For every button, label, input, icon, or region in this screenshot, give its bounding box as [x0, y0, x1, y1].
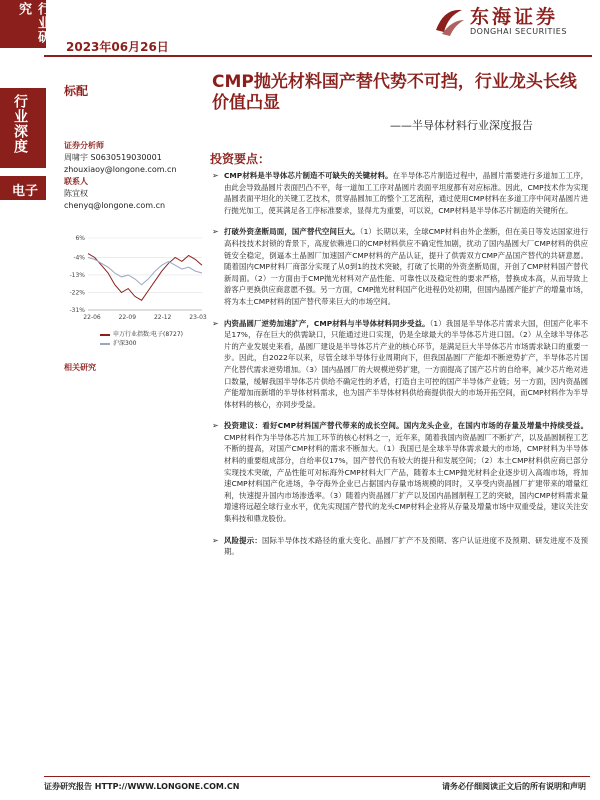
invest-bullet	[212, 226, 588, 307]
series-line-1	[88, 258, 202, 285]
series-line-0	[88, 254, 202, 301]
report-title: CMP抛光材料国产替代势不可挡，行业龙头长线价值凸显	[212, 72, 577, 113]
footer-divider	[44, 776, 590, 777]
bullet-text: 国际半导体技术路径的重大变化、晶圆厂扩产不及预期、客户认证进度不及预期、研发进度不及预期。	[224, 535, 588, 557]
legend-swatch-0	[100, 334, 110, 336]
bullet-arrow-icon: ➢	[212, 171, 219, 180]
x-tick-label: 22-09	[118, 314, 137, 321]
contact-label: 联系人	[64, 177, 88, 186]
invest-bullet	[212, 420, 588, 524]
bullet-text: 在半导体芯片制造过程中，晶圆片需要进行多道加工工序，由此会导致晶圆片表面凹凸不平，每一道加工工序对晶圆片表面平坦度都有对应标准。因此，CMP技术作为实现晶圆表面平坦化的关键工艺技术，贯穿晶圆加工的整个工艺流程，通过使用CMP材料在多道工序中间对晶圆片进行抛光加工，使其满足各工序标准要求，显得尤为重要，可以说，CMP材料是半导体芯片制造的关键所在。	[224, 171, 588, 215]
invest-bullet	[212, 170, 588, 216]
header-divider	[44, 55, 592, 57]
bullet-arrow-icon: ➢	[212, 227, 219, 237]
x-tick-label: 23-03	[189, 314, 207, 321]
sidebar-header-bar	[0, 0, 50, 48]
bullet-text: CMP材料作为半导体芯片加工环节的核心材料之一，近年来，随着我国内资晶圆厂不断扩产，以及晶圆制程工艺不断的提高，对国产CMP材料的需求不断加大。（1）我国已是全球半导体需求最大的市场，CMP材料为半导体材料的重要组成部分，自给率仅17%，国产替代仍有较大的提升和发展空间；（2）本土CMP材料供应商已部分实现技术突破，产品性能可对标海外CMP材料大厂产品，随着本土CMP抛光材料企业逐步切入高端市场，将加速CMP材料国产化进场，争夺海外企业已占据国内存量市场规模的同时，又享受内资晶圆厂扩建带来的增量红利，快速提升国内市场渗透率。（3）随着内资晶圆厂扩产以及国内晶圆制程工艺的突破，国内CMP材料需求量增速将远超全球行业水平，优先实现国产替代的龙头CMP材料企业将从存量及增量市场中双重受益，建议关注安集科技和鼎龙股份。	[224, 432, 588, 524]
bullet-arrow-icon: ➢	[212, 421, 219, 431]
invest-bullet	[212, 318, 588, 411]
invest-bullets	[212, 170, 588, 568]
logo-text-en: DONGHAI SECURITIES	[470, 27, 567, 36]
bullet-bold: CMP材料是半导体芯片制造不可缺失的关键材料。	[224, 171, 393, 180]
bullet-bold: 风险提示：	[224, 535, 262, 545]
footer-disclaimer: 请务必仔细阅读正文后的所有说明和声明	[442, 782, 586, 791]
y-tick-label: 6%	[75, 235, 85, 242]
sidebar-label: 行业研究	[16, 2, 50, 44]
bullet-text: （1）长期以来，全球CMP材料由外企垄断，但在美日等发达国家进行高科技技术封锁的背景下，高度依赖进口的CMP材料供应不确定性加剧，扰动了国内晶圆大厂CMP材料的供应链安全稳定，倒逼本土晶圆厂加速国产CMP材料的产品认证，提升了供需双方CMP产品国产替代的共研意愿。随着国内CMP材料厂商部分实现了从0到1的技术突破，打破了长期的外资垄断局面，开创了CMP材料国产替代新局面。（2）一方面由于CMP抛光材料对产品性能、可靠性以及稳定性的要求严格，替换成本高，从而导致上游客户更换供应商意愿不强。另一方面，CMP抛光材料国产化进程仍处初期，但国内晶圆产能扩产的增量市场，将为本土CMP材料的国产替代带来巨大的市场空间。	[224, 227, 588, 306]
industry-tag	[0, 176, 46, 200]
contact-name: 陈宜权	[64, 189, 88, 198]
legend-item-1	[100, 339, 183, 348]
rating: 标配	[64, 84, 89, 98]
y-tick-label: -13%	[69, 271, 85, 279]
x-tick-label: 22-06	[83, 314, 101, 321]
bullet-arrow-icon: ➢	[212, 318, 219, 328]
report-subtitle: ——半导体材料行业深度报告	[390, 119, 533, 132]
bullet-bold: 投资建议：看好CMP材料国产替代带来的成长空间。国内龙头企业，在国内市场的存量及增量中持续受益。	[224, 421, 588, 431]
performance-chart	[62, 232, 208, 324]
analyst-name: 周啸宇 S0630519030001	[64, 153, 162, 162]
bullet-text: （1）我国是半导体芯片需求大国，但国产化率不足17%，存在巨大的供需缺口，只能通过进口实现，仍是全球最大的半导体芯片进口国。（2）从全球半导体芯片的产业发展史来看，晶圆厂建设是半导体芯片产业的核心环节，是满足巨大半导体芯片市场需求缺口的重要一步。因此，自2022年以来，尽管全球半导体行业周期向下，但我国晶圆厂产能却不断逆势扩产，半导体芯片国产化替代需求逆势增加。（3）国内晶圆厂的大规模逆势扩建，一方面提高了国产芯片的自给率，减少芯片绝对进口数量，缓解我国半导体芯片供给不确定性的矛盾，打造自主可控的国产半导体产业链；另一方面，因内资晶圆产能增加而新增的半导体材料需求，也为国产半导体材料供给商提供很大的市场开拓空间，而CMP材料作为半导体材料的核心，亦同步受益。	[224, 318, 588, 409]
industry-label: 电子	[12, 184, 39, 199]
report-type-label: 行业深度	[12, 94, 28, 154]
bullet-arrow-icon: ➢	[212, 535, 219, 545]
report-date: 2023年06月26日	[66, 40, 169, 54]
analyst-info	[64, 140, 177, 212]
company-logo	[432, 2, 592, 42]
invest-heading: 投资要点：	[210, 152, 271, 166]
x-tick-label: 22-12	[153, 314, 172, 321]
analyst-label: 证券分析师	[64, 141, 104, 150]
analyst-email[interactable]: zhouxiaoy@longone.com.cn	[64, 165, 177, 174]
invest-bullet	[212, 535, 588, 558]
footer-left[interactable]: 证券研究报告 HTTP://WWW.LONGONE.COM.CN	[44, 782, 240, 791]
report-type-tag	[0, 88, 46, 168]
legend-label-1: 沪深300	[113, 340, 137, 347]
legend-label-0: 申万行业指数:电子(8727)	[113, 331, 183, 338]
bullet-bold: 打破外资垄断局面，国产替代空间巨大。	[224, 227, 360, 237]
bullet-bold: 内资晶圆厂逆势加速扩产，CMP材料与半导体材料同步受益。	[224, 318, 430, 328]
related-research-label: 相关研究	[64, 363, 96, 372]
chart-legend	[100, 330, 183, 348]
legend-item-0	[100, 330, 183, 339]
y-tick-label: -31%	[69, 307, 85, 314]
contact-email[interactable]: chenyq@longone.com.cn	[64, 201, 166, 210]
y-tick-label: -4%	[73, 254, 85, 262]
logo-mark-icon	[432, 4, 466, 38]
logo-text-cn: 东海证券	[470, 6, 559, 28]
legend-swatch-1	[100, 343, 110, 345]
y-tick-label: -22%	[69, 289, 85, 297]
